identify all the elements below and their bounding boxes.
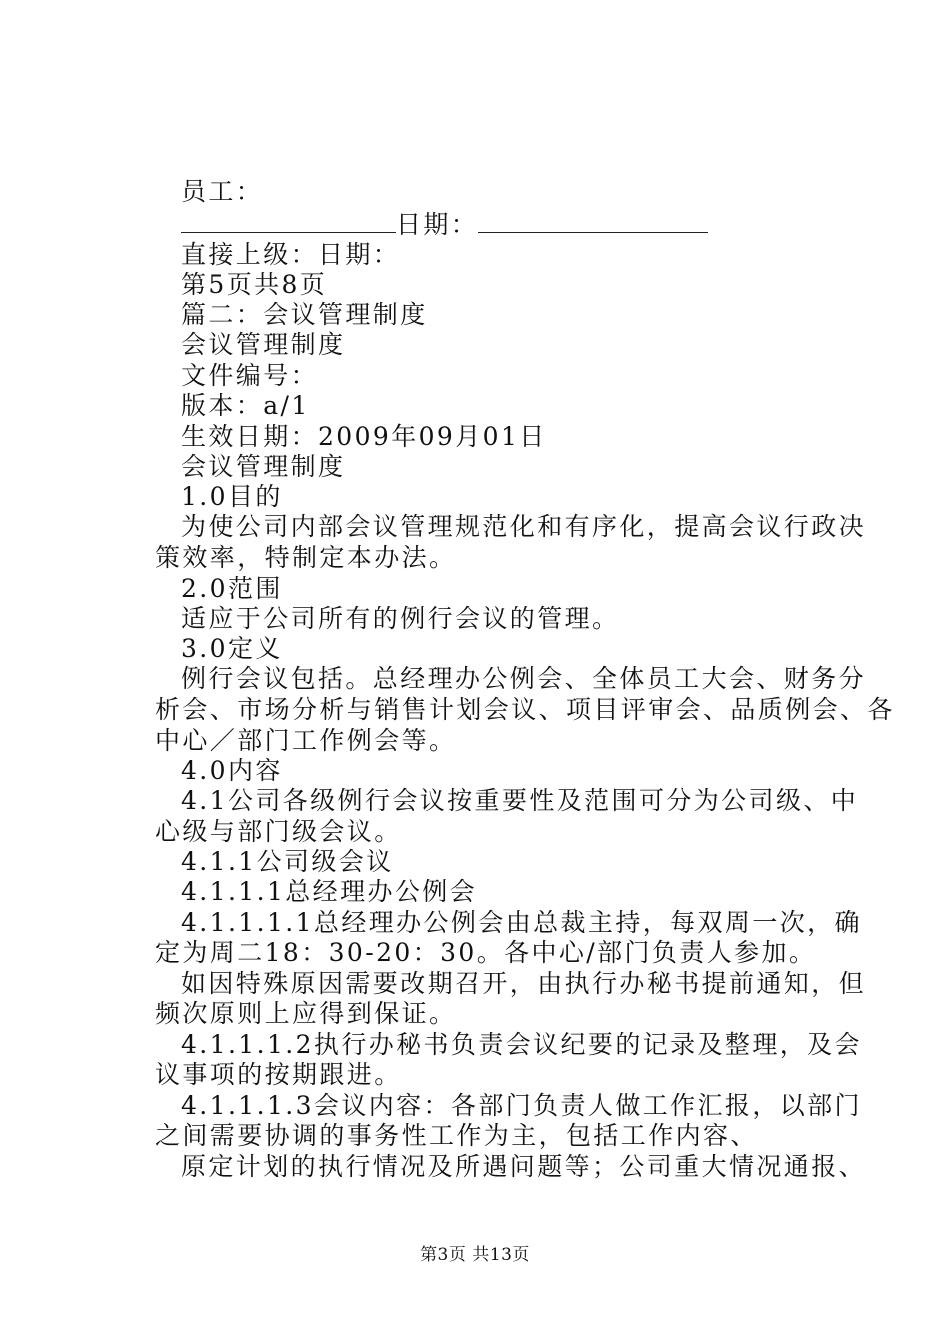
- heading-content: 4.0内容: [181, 756, 283, 785]
- document-title-repeat: 会议管理制度: [181, 452, 346, 481]
- heading-scope: 2.0范围: [181, 574, 283, 603]
- date-label: 日期：: [396, 210, 479, 239]
- heading-definition: 3.0定义: [181, 634, 283, 663]
- paragraph-4-1-1-1-1-line2: 定为周二18：30-20：30。各中心/部门负责人参加。: [155, 938, 817, 967]
- paragraph-4-1-1-1-2-line2: 议事项的按期跟进。: [155, 1060, 402, 1089]
- paragraph-4-1-line2: 心级与部门级会议。: [155, 817, 402, 846]
- inner-page-number: 第5页共8页: [181, 270, 328, 299]
- paragraph-purpose-line2: 策效率，特制定本办法。: [155, 543, 457, 572]
- section-title: 篇二：会议管理制度: [181, 300, 428, 329]
- paragraph-4-1-1-1-3-line1: 4.1.1.1.3会议内容：各部门负责人做工作汇报，以部门: [181, 1091, 862, 1120]
- heading-4-1-1: 4.1.1公司级会议: [181, 847, 394, 876]
- paragraph-4-1-1-1-2-line1: 4.1.1.1.2执行办秘书负责会议纪要的记录及整理，及会: [181, 1030, 862, 1059]
- file-number: 文件编号：: [181, 361, 319, 390]
- paragraph-continuation: 原定计划的执行情况及所遇问题等；公司重大情况通报、: [181, 1152, 867, 1181]
- paragraph-4-1-line1: 4.1公司各级例行会议按重要性及范围可分为公司级、中: [181, 786, 859, 815]
- date-blank: [478, 210, 708, 233]
- heading-purpose: 1.0目的: [181, 482, 283, 511]
- paragraph-definition-line2: 析会、市场分析与销售计划会议、项目评审会、品质例会、各: [155, 695, 895, 724]
- paragraph-reschedule-line2: 频次原则上应得到保证。: [155, 999, 457, 1028]
- document-title: 会议管理制度: [181, 330, 346, 359]
- supervisor-line: 直接上级：日期：: [181, 240, 401, 269]
- paragraph-definition-line3: 中心／部门工作例会等。: [155, 726, 457, 755]
- paragraph-purpose-line1: 为使公司内部会议管理规范化和有序化，提高会议行政决: [181, 512, 867, 541]
- heading-4-1-1-1: 4.1.1.1总经理办公例会: [181, 877, 478, 906]
- version: 版本：a/1: [181, 391, 310, 420]
- paragraph-4-1-1-1-1-line1: 4.1.1.1.1总经理办公例会由总裁主持，每双周一次，确: [181, 908, 862, 937]
- page-footer-indicator: 第3页 共13页: [420, 1245, 530, 1265]
- paragraph-reschedule-line1: 如因特殊原因需要改期召开，由执行办秘书提前通知，但: [181, 969, 867, 998]
- effective-date: 生效日期：2009年09月01日: [181, 422, 547, 451]
- paragraph-scope: 适应于公司所有的例行会议的管理。: [181, 604, 620, 633]
- signature-row: [181, 210, 708, 240]
- paragraph-4-1-1-1-3-line2: 之间需要协调的事务性工作为主，包括工作内容、: [155, 1121, 758, 1150]
- paragraph-definition-line1: 例行会议包括。总经理办公例会、全体员工大会、财务分: [181, 664, 867, 693]
- employee-label: 员工：: [181, 177, 264, 206]
- employee-signature-blank: [181, 210, 396, 233]
